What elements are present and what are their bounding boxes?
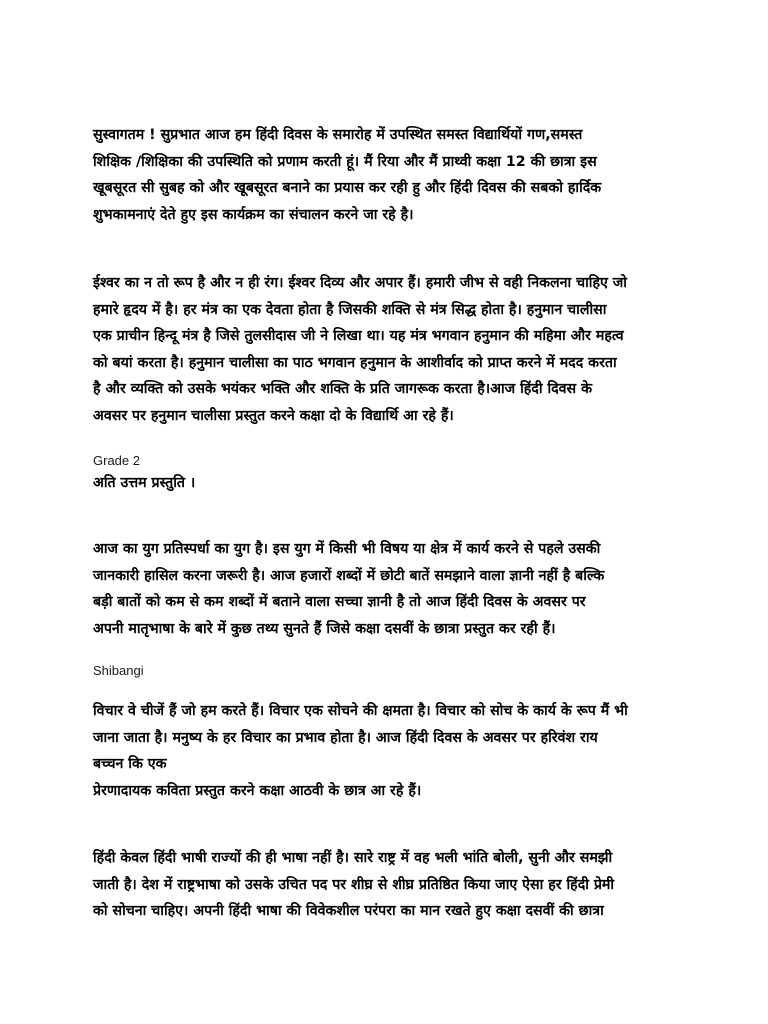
text-line: अवसर पर हनुमान चालीसा प्रस्तुत करने कक्षा दो के विद्यार्थि आ रहे हैं। — [93, 407, 454, 424]
paragraph-hindi-language — [93, 845, 673, 925]
text-line: ईश्वर का न तो रूप है और न ही रंग। ईश्वर दिव्य और अपार हैं। हमारी जीभ से वही निकलना चाहिए जो — [93, 275, 627, 291]
text-line: को सोचना चाहिए। अपनी हिंदी भाषा की विवेकशील परंपरा का मान रखते हुए कक्षा दसवीं की छात्रा — [93, 903, 604, 920]
text-line: हमारे हृदय में है। हर मंत्र का एक देवता होता है जिसकी शक्ति से मंत्र सिद्ध होता है। हनुमान चालीसा — [93, 301, 607, 318]
text-line: बच्चन कि एक — [93, 756, 167, 773]
text-line: सुस्वागतम ! सुप्रभात आज हम हिंदी दिवस के समारोह में उपस्थित समस्त विद्यार्थियों गण,समस्त — [93, 127, 583, 143]
paragraph-thoughts — [93, 698, 673, 804]
text-line: को बयां करता है। हनुमान चालीसा का पाठ भगवान हनुमान के आशीर्वाद को प्राप्त करने में मदद करता — [93, 354, 617, 371]
text-line: आज का युग प्रतिस्पर्धा का युग है। इस युग में किसी भी विषय या क्षेत्र में कार्य करने से पहले उसकी — [93, 541, 601, 557]
grade-label: Grade 2 — [93, 453, 140, 468]
paragraph-appreciation — [93, 470, 673, 497]
text-line: अपनी मातृभाषा के बारे में कुछ तथ्य सुनते हैं जिसे कक्षा दसवीं के छात्रा प्रस्तुत कर रही हैं। — [93, 620, 556, 637]
text-line: है और व्यक्ति को उसके भयंकर भक्ति और शक्ति के प्रति जागरूक करता है।आज हिंदी दिवस के — [93, 381, 592, 398]
text-line: शिक्षिक /शिक्षिका की उपस्थिति को प्रणाम करती हूं। मैं रिया और मैं प्राथ्वी कक्षा 12 की छात्रा इस — [93, 153, 597, 170]
text-line: अति उत्तम प्रस्तुति । — [93, 475, 196, 491]
paragraph-competition-era — [93, 536, 673, 642]
text-line: जाना जाता है। मनुष्य के हर विचार का प्रभाव होता है। आज हिंदी दिवस के अवसर पर हरिवंश राय — [93, 729, 598, 746]
paragraph-hanuman-chalisa — [93, 270, 673, 430]
text-line: हिंदी केवल हिंदी भाषी राज्यों की ही भाषा नहीं है। सारे राष्ट्र में वह भली भांति बोली, सुनी और समझी — [93, 850, 613, 866]
text-line: जानकारी हासिल करना जरूरी है। आज हजारों शब्दों में छोटी बातें समझाने वाला ज्ञानी नहीं है बल्कि — [93, 567, 605, 584]
paragraph-welcome — [93, 122, 673, 228]
text-line: जाती है। देश में राष्ट्रभाषा को उसके उचित पद पर शीघ्र से शीघ्र प्रतिष्ठित किया जाए ऐसा हर हिंदी प्रेमी — [93, 876, 615, 893]
text-line: शुभकामनाएं देते हुए इस कार्यक्रम का संचालन करने जा रहे है। — [93, 206, 414, 223]
text-line: विचार वे चीजें हैं जो हम करते हैं। विचार एक सोचने की क्षमता है। विचार को सोच के कार्य के रूप मैं भी — [93, 703, 628, 719]
text-line: एक प्राचीन हिन्दू मंत्र है जिसे तुलसीदास जी ने लिखा था। यह मंत्र भगवान हनुमान की महिमा और महत्व — [93, 328, 624, 345]
text-line: प्रेरणादायक कविता प्रस्तुत करने कक्षा आठवी के छात्र आ रहे हैं। — [93, 782, 422, 799]
text-line: बड़ी बातों को कम से कम शब्दों में बताने वाला सच्चा ज्ञानी है तो आज हिंदी दिवस के अवसर पर — [93, 594, 586, 611]
speaker-name-label: Shibangi — [93, 663, 144, 678]
text-line: खूबसूरत सी सुबह को और खूबसूरत बनाने का प्रयास कर रही हु और हिंदी दिवस की सबको हार्दिक — [93, 180, 602, 197]
